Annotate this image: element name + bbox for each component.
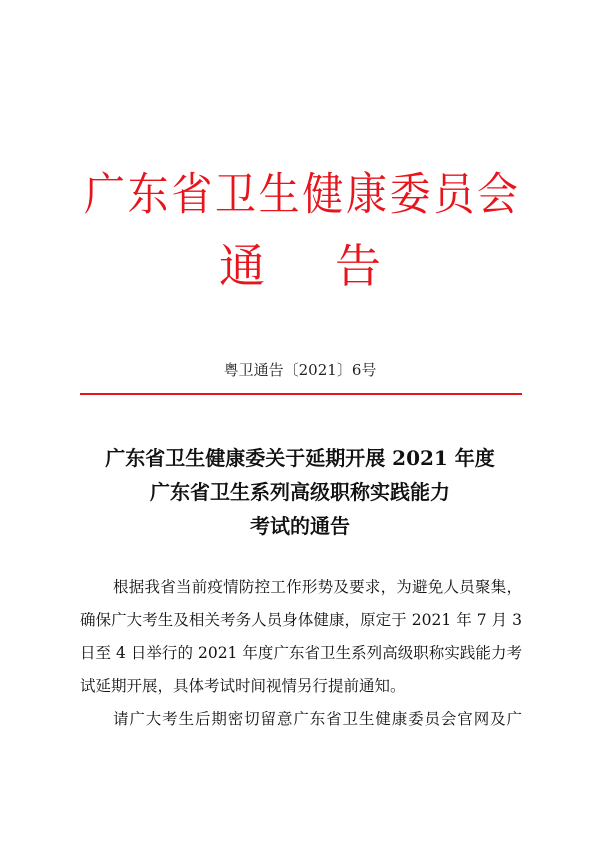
notice-char: 告	[335, 239, 381, 293]
red-divider-line	[80, 393, 522, 395]
document-title-line: 广东省卫生系列高级职称实践能力	[150, 480, 450, 504]
document-title-line: 广东省卫生健康委关于延期开展 2021 年度	[105, 446, 495, 470]
body-text-line: 确保广大考生及相关考务人员身体健康，原定于 2021 年 7 月 3	[80, 611, 522, 629]
issuing-organization-heading: 广东省卫生健康委员会	[84, 167, 518, 221]
document-title-line: 考试的通告	[250, 514, 350, 538]
notice-char: 通	[219, 239, 265, 293]
body-text-line: 试延期开展，具体考试时间视情另行提前通知。	[80, 677, 406, 695]
body-text-line: 根据我省当前疫情防控工作形势及要求，为避免人员聚集，	[113, 578, 522, 596]
body-text-line: 日至 4 日举行的 2021 年度广东省卫生系列高级职称实践能力考	[80, 644, 522, 662]
body-text-line: 请广大考生后期密切留意广东省卫生健康委员会官网及广	[113, 710, 522, 728]
notice-heading	[0, 238, 600, 294]
document-number: 粤卫通告〔2021〕6号	[223, 361, 377, 379]
